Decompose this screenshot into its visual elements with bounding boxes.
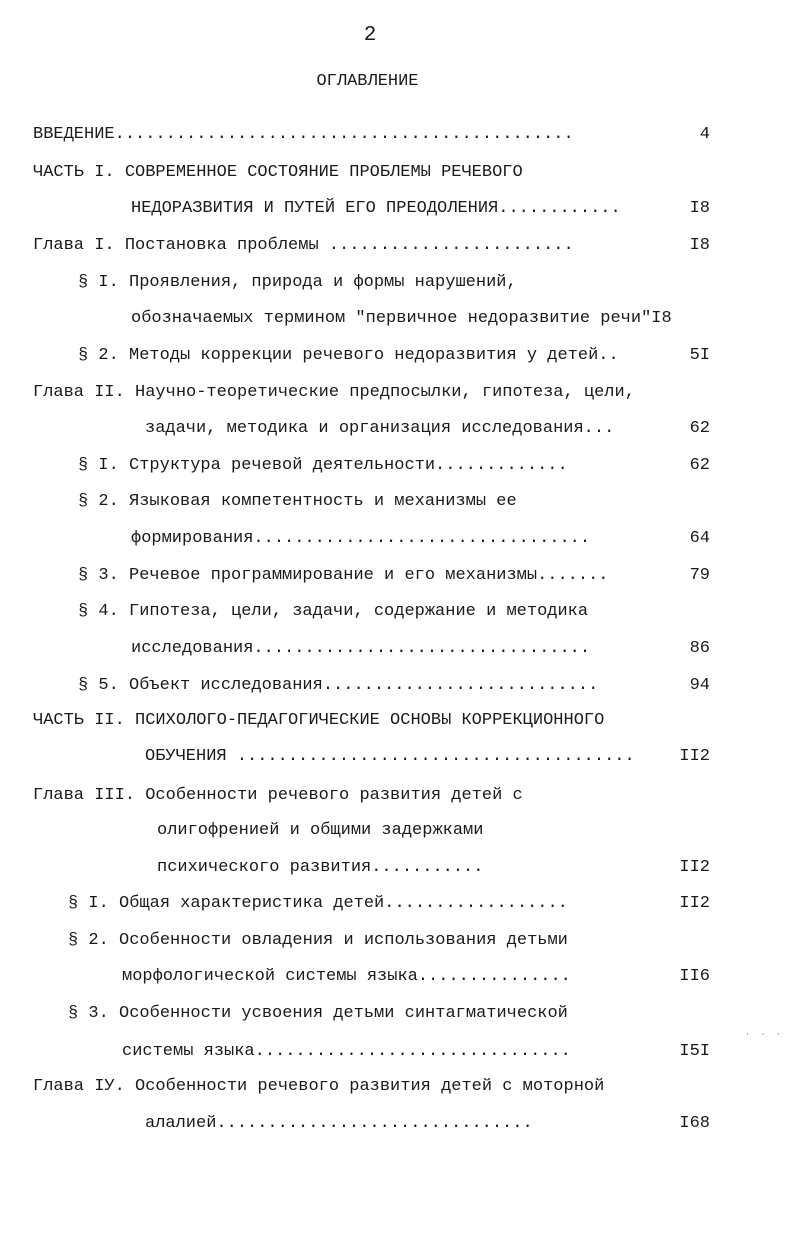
toc-entry-chapter-3-line2: олигофренией и общими задержками [157, 821, 484, 840]
toc-entry-chapter-1: Глава I. Постановка проблемы ........................ [33, 236, 574, 255]
toc-page-chapter-1: I8 [689, 236, 710, 255]
toc-entry-part-2-line1: ЧАСТЬ II. ПСИХОЛОГО-ПЕДАГОГИЧЕСКИЕ ОСНОВЫ КОРРЕКЦИОННОГО [33, 711, 605, 730]
toc-page-part-1: I8 [689, 199, 710, 218]
toc-entry-chapter-3-line3: психического развития........... [157, 858, 484, 877]
toc-page-chapter-3: II2 [679, 858, 710, 877]
toc-entry-ch2-sec2-line2: формирования................................. [131, 529, 591, 548]
toc-page-ch2-sec1: 62 [689, 456, 710, 475]
toc-page-part-2: II2 [679, 747, 710, 766]
toc-entry-ch2-sec4-line2: исследования................................. [131, 639, 591, 658]
toc-entry-ch1-sec1-line2: обозначаемых термином "первичное недоразвитие речи"I8 [131, 309, 672, 328]
page-number: 2 [363, 24, 377, 47]
toc-entry-ch2-sec2-line1: § 2. Языковая компетентность и механизмы ее [78, 492, 517, 511]
toc-entry-part-1-line2: НЕДОРАЗВИТИЯ И ПУТЕЙ ЕГО ПРЕОДОЛЕНИЯ............ [131, 199, 621, 218]
toc-entry-chapter-2-line1: Глава II. Научно-теоретические предпосылки, гипотеза, цели, [33, 383, 635, 402]
toc-entry-ch3-sec2-line2: морфологической системы языка............... [122, 967, 571, 986]
toc-page-ch2-sec2: 64 [689, 529, 710, 548]
toc-entry-ch3-sec2-line1: § 2. Особенности овладения и использования детьми [68, 931, 568, 950]
toc-page-ch2-sec4: 86 [689, 639, 710, 658]
toc-entry-part-1-line1: ЧАСТЬ I. СОВРЕМЕННОЕ СОСТОЯНИЕ ПРОБЛЕМЫ РЕЧЕВОГО [33, 163, 523, 182]
toc-entry-chapter-3-line1: Глава III. Особенности речевого развития детей с [33, 786, 523, 805]
toc-title: ОГЛАВЛЕНИЕ [316, 72, 419, 91]
toc-entry-chapter-4-line1: Глава IУ. Особенности речевого развития детей с моторной [33, 1077, 605, 1096]
toc-entry-ch3-sec1: § I. Общая характеристика детей.................. [68, 894, 568, 913]
scan-specks: · · · [745, 1030, 785, 1039]
toc-page-chapter-4: I68 [679, 1114, 710, 1133]
toc-entry-chapter-2-line2: задачи, методика и организация исследования... [145, 419, 615, 438]
toc-entry-ch1-sec2: § 2. Методы коррекции речевого недоразвития у детей.. [78, 346, 619, 365]
toc-entry-ch3-sec3-line2: системы языка............................... [122, 1042, 571, 1061]
toc-entry-ch2-sec5: § 5. Объект исследования........................... [78, 676, 599, 695]
toc-entry-part-2-line2: ОБУЧЕНИЯ ....................................... [145, 747, 635, 766]
toc-entry-ch1-sec1-line1: § I. Проявления, природа и формы нарушений, [78, 273, 517, 292]
toc-page-ch3-sec3: I5I [679, 1042, 710, 1061]
toc-page-ch3-sec1: II2 [679, 894, 710, 913]
toc-entry-ch2-sec1: § I. Структура речевой деятельности............. [78, 456, 568, 475]
toc-entry-introduction: ВВЕДЕНИЕ............................................. [33, 125, 574, 144]
toc-page-chapter-2: 62 [689, 419, 710, 438]
toc-page-ch1-sec2: 5I [689, 346, 710, 365]
toc-page-introduction: 4 [699, 125, 710, 144]
toc-entry-ch3-sec3-line1: § 3. Особенности усвоения детьми синтагматической [68, 1004, 568, 1023]
toc-entry-ch2-sec3: § 3. Речевое программирование и его механизмы....... [78, 566, 609, 585]
toc-page-ch3-sec2: II6 [679, 967, 710, 986]
toc-entry-ch2-sec4-line1: § 4. Гипотеза, цели, задачи, содержание и методика [78, 602, 589, 621]
toc-entry-chapter-4-line2: алалией............................... [145, 1114, 533, 1133]
toc-page-ch2-sec3: 79 [689, 566, 710, 585]
toc-page-ch2-sec5: 94 [689, 676, 710, 695]
